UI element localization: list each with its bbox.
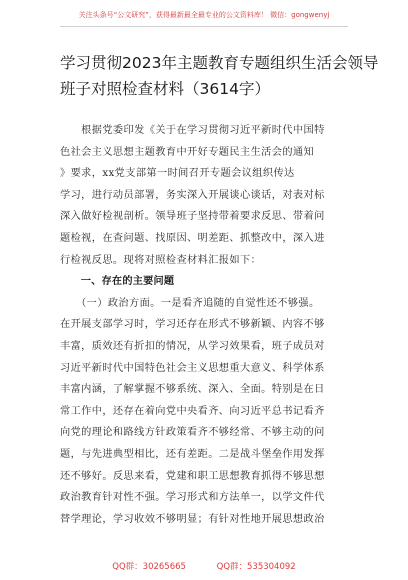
body-text-line: 》要求，xx党支部第一时间召开专题会议组织传达	[60, 168, 295, 180]
page-footer	[0, 560, 408, 572]
body-text-line: 色社会主义思想主题教育中开好专题民主生活会的通知	[60, 146, 315, 158]
footer-qq-group-1: QQ群：30265665	[112, 562, 186, 572]
page-header-banner: 关注头条号“公文研究”，获得最新最全最专业的公文资料库！ 微信：gongwenyj	[78, 11, 330, 19]
body-text-line: 题，与先进典型相比，还有差距。二是战斗堡垒作用发挥	[60, 448, 325, 460]
body-text-line: 行检视反思。现将对照检查材料汇报如下：	[60, 254, 262, 266]
document-title	[60, 50, 379, 102]
footer-qq-group-2: QQ群：535304092	[216, 562, 296, 572]
body-text-line: （一）政治方面。一是看齐追随的自觉性还不够强。	[60, 297, 320, 309]
section-heading: 一、存在的主要问题	[60, 276, 175, 288]
body-text-line: 替学理论，学习收效不够明显；有针对性地开展思想政治	[60, 513, 325, 525]
title-line-1: 学习贯彻2023年主题教育专题组织生活会领导	[60, 54, 379, 72]
body-text-line: 深入做好检视剖析。领导班子坚持带着要求反思、带着问	[60, 211, 325, 223]
body-text-line: 政治教育针对性不强。学习形式和方法单一，以学文件代	[60, 492, 325, 504]
body-text-line: 丰富内涵，了解掌握不够系统、深入、全面。特别是在日	[60, 384, 325, 396]
body-text-line: 常工作中，还存在着向党中央看齐、向习近平总书记看齐	[60, 405, 325, 417]
title-line-2: 班子对照检查材料（3614字）	[60, 80, 270, 98]
body-text-line: 习近平新时代中国特色社会主义思想重大意义、科学体系	[60, 362, 325, 374]
body-text-line: 向党的理论和路线方针政策看齐不够经常、不够主动的问	[60, 427, 325, 439]
body-text-line: 在开展支部学习时，学习还存在形式不够新颖、内容不够	[60, 319, 325, 331]
body-text-line: 丰富，质效还有折扣的情况，从学习效果看，班子成员对	[60, 340, 325, 352]
body-text-line: 题检视，在查问题、找原因、明差距、抓整改中，深入进	[60, 232, 325, 244]
header-divider	[60, 26, 348, 27]
body-text-line: 根据党委印发《关于在学习贯彻习近平新时代中国特	[60, 125, 325, 136]
body-text-line: 还不够好。反思来看，党建和职工思想教育抓得不够思想	[60, 470, 325, 482]
body-text-line: 学习，进行动员部署，务实深入开展谈心谈话，对表对标	[60, 189, 325, 201]
document-body	[60, 120, 352, 530]
